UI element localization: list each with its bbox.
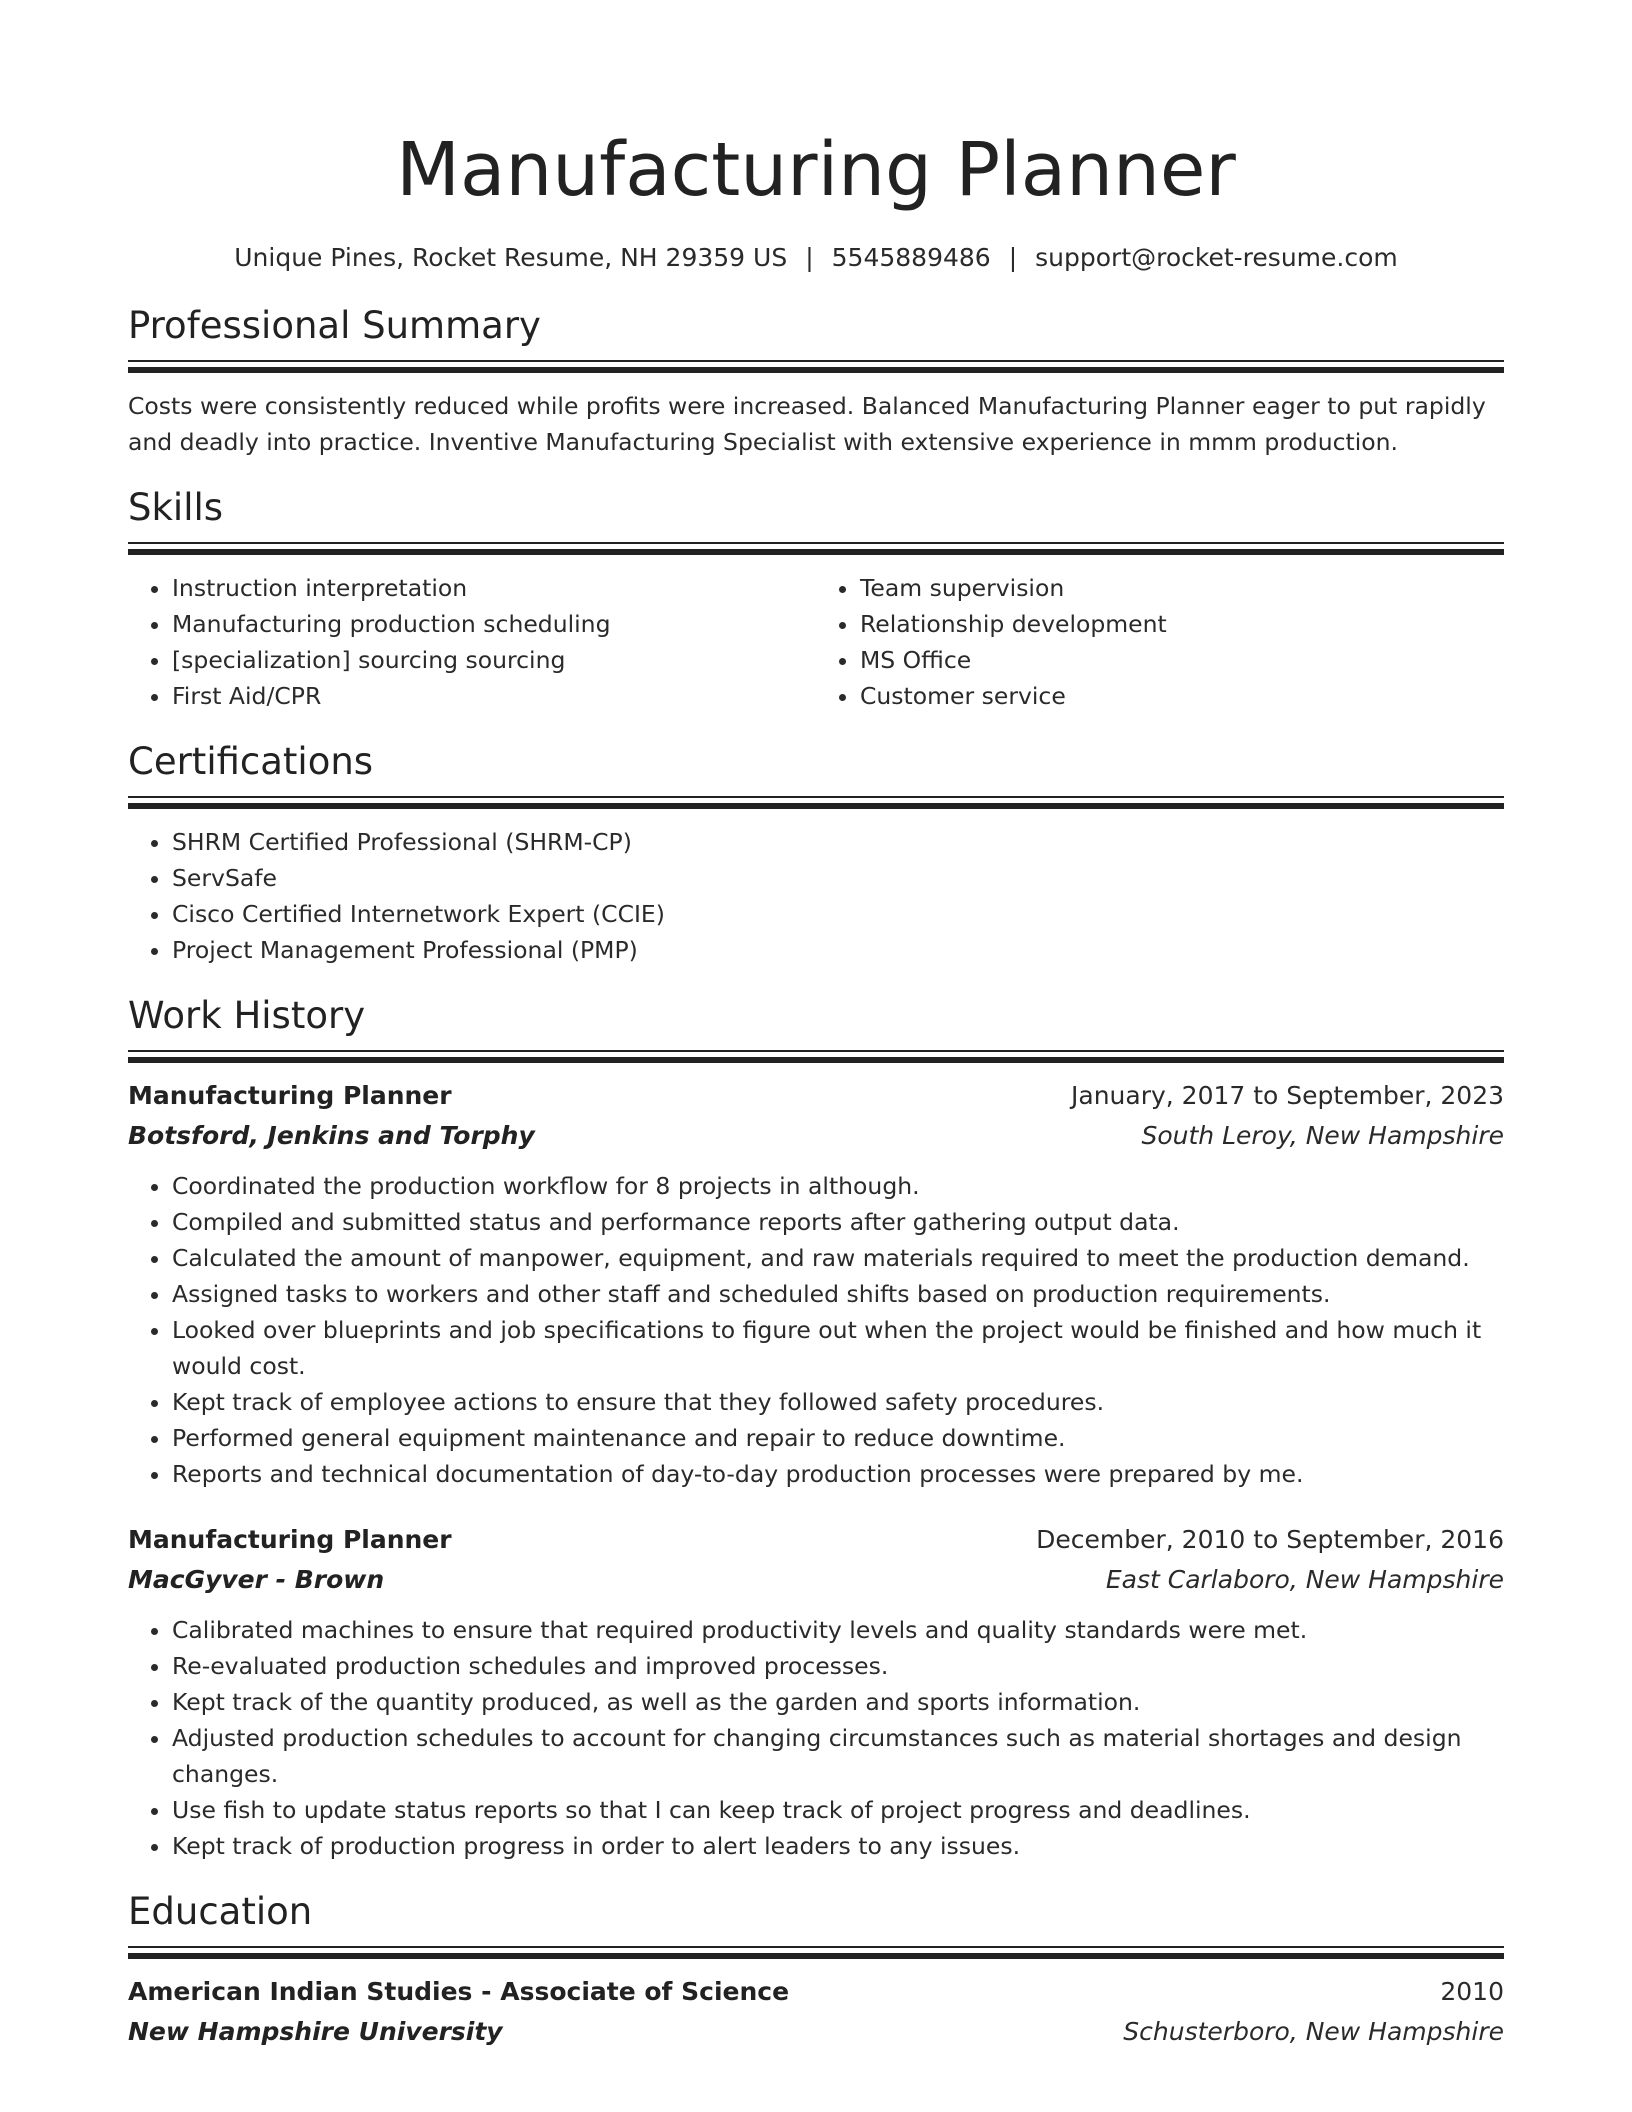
skill-item: • Team supervision (860, 570, 1504, 606)
job-bullet: • Kept track of production progress in order to alert leaders to any issues. (172, 1828, 1504, 1864)
summary-text: Costs were consistently reduced while profits were increased. Balanced Manufacturing Planner eager to put rapidly and deadly into practice. Inventive Manufacturing Specialist with extensive experience in mmm production. (128, 392, 1486, 456)
certification-item: • Project Management Professional (PMP) (172, 932, 1504, 968)
job-bullet: • Reports and technical documentation of day-to-day production processes were prepared by me. (172, 1456, 1504, 1492)
school-location: Schusterboro, New Hampshire (1123, 2017, 1504, 2046)
job-bullet: • Calculated the amount of manpower, equipment, and raw materials required to meet the production demand. (172, 1240, 1504, 1276)
contact-separator: | (1008, 243, 1018, 272)
job-bullets (128, 1168, 1504, 1492)
skills-list-left (128, 570, 816, 714)
job-entry (128, 1076, 1504, 1492)
skill-item: • Relationship development (860, 606, 1504, 642)
section-title-skills: Skills (128, 486, 224, 529)
graduation-year: 2010 (1440, 1977, 1504, 2006)
job-bullet: • Kept track of the quantity produced, as well as the garden and sports information. (172, 1684, 1504, 1720)
phone: 5545889486 (831, 243, 991, 272)
company-name: MacGyver - Brown (128, 1565, 385, 1594)
job-dates: January, 2017 to September, 2023 (1071, 1081, 1504, 1110)
summary-section (128, 302, 1504, 460)
job-bullet: • Adjusted production schedules to account for changing circumstances such as material shortages and design changes. (172, 1720, 1504, 1792)
job-bullet: • Use fish to update status reports so that I can keep track of project progress and deadlines. (172, 1792, 1504, 1828)
skill-item: • Customer service (860, 678, 1504, 714)
skills-list-right (816, 570, 1504, 714)
contact-separator: | (805, 243, 814, 272)
job-bullet: • Performed general equipment maintenance and repair to reduce downtime. (172, 1420, 1504, 1456)
certifications-section (128, 738, 1504, 968)
certification-item: • SHRM Certified Professional (SHRM-CP) (172, 824, 1504, 860)
job-dates: December, 2010 to September, 2016 (1036, 1525, 1504, 1554)
skill-item: • Instruction interpretation (172, 570, 816, 606)
section-divider (128, 1050, 1504, 1064)
company-name: Botsford, Jenkins and Torphy (128, 1121, 535, 1150)
education-section (128, 1888, 1504, 2052)
job-bullet: • Assigned tasks to workers and other staff and scheduled shifts based on production requirements. (172, 1276, 1504, 1312)
education-entry (128, 1972, 1504, 2052)
email-link[interactable]: support@rocket-resume.com (1035, 243, 1398, 272)
section-divider (128, 796, 1504, 810)
work-history-section (128, 992, 1504, 1864)
candidate-name: Manufacturing Planner (396, 127, 1236, 213)
skill-item: • MS Office (860, 642, 1504, 678)
address: Unique Pines, Rocket Resume, NH 29359 US (234, 243, 788, 272)
job-bullet: • Calibrated machines to ensure that required productivity levels and quality standards were met. (172, 1612, 1504, 1648)
section-title-work-history: Work History (128, 994, 366, 1037)
job-title: Manufacturing Planner (128, 1525, 452, 1554)
job-bullets (128, 1612, 1504, 1864)
job-bullet: • Coordinated the production workflow for 8 projects in although. (172, 1168, 1504, 1204)
skill-item: • Manufacturing production scheduling (172, 606, 816, 642)
skill-item: • First Aid/CPR (172, 678, 816, 714)
job-location: East Carlaboro, New Hampshire (1105, 1565, 1504, 1594)
section-divider (128, 360, 1504, 374)
resume-page (128, 0, 1504, 2052)
job-bullet: • Compiled and submitted status and performance reports after gathering output data. (172, 1204, 1504, 1240)
job-title: Manufacturing Planner (128, 1081, 452, 1110)
certification-item: • ServSafe (172, 860, 1504, 896)
certification-item: • Cisco Certified Internetwork Expert (CCIE) (172, 896, 1504, 932)
section-title-certifications: Certifications (128, 740, 374, 783)
skill-item: • [specialization] sourcing sourcing (172, 642, 816, 678)
contact-line (128, 240, 1504, 276)
job-location: South Leroy, New Hampshire (1141, 1121, 1504, 1150)
section-title-summary: Professional Summary (128, 304, 541, 347)
section-divider (128, 1946, 1504, 1960)
degree: American Indian Studies - Associate of Science (128, 1977, 790, 2006)
skills-section (128, 484, 1504, 714)
section-divider (128, 542, 1504, 556)
job-bullet: • Looked over blueprints and job specifications to figure out when the project would be finished and how much it would cost. (172, 1312, 1504, 1384)
job-bullet: • Re-evaluated production schedules and improved processes. (172, 1648, 1504, 1684)
job-bullet: • Kept track of employee actions to ensure that they followed safety procedures. (172, 1384, 1504, 1420)
school-name: New Hampshire University (128, 2017, 503, 2046)
skills-columns (128, 570, 1504, 714)
certifications-list (128, 824, 1504, 968)
job-entry (128, 1520, 1504, 1864)
section-title-education: Education (128, 1890, 313, 1933)
